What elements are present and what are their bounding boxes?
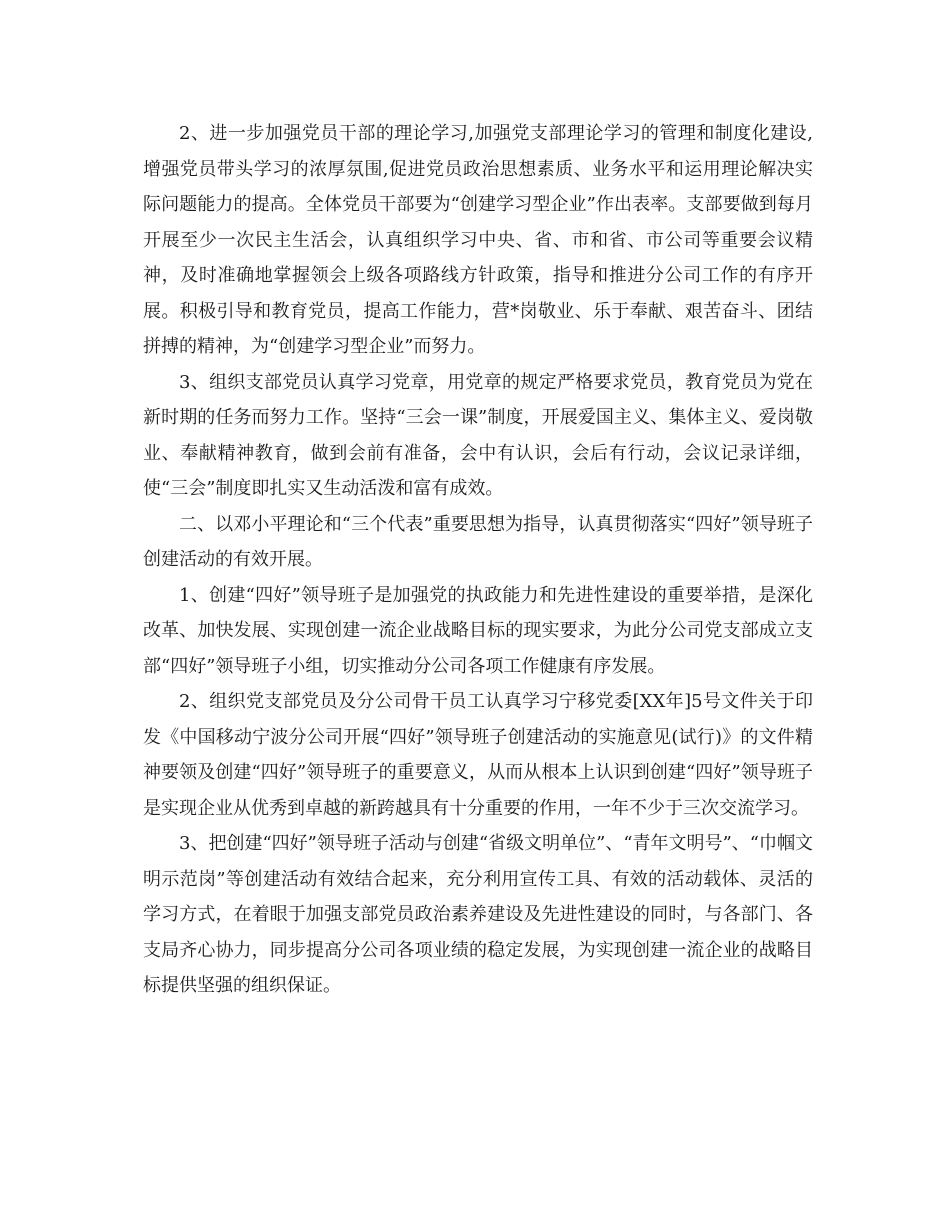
paragraph-party-constitution: 3、组织支部党员认真学习党章，用党章的规定严格要求党员，教育党员为党在新时期的任务而努力工作。坚持“三会一课”制度，开展爱国主义、集体主义、爱岗敬业、奉献精神教育，做到会前有准备，会中有认识，会后有行动，会议记录详细，使“三会”制度即扎实又生动活泼和富有成效。 xyxy=(143,371,813,499)
paragraph-document-study: 2、组织党支部党员及分公司骨干员工认真学习宁移党委[XX年]5号文件关于印发《中国移动宁波分公司开展“四好”领导班子创建活动的实施意见(试行)》的文件精神要领及创建“四好”领导班子的重要意义，从而从根本上认识到创建“四好”领导班子是实现企业从优秀到卓越的新跨越具有十分重要的作用，一年不少于三次交流学习。 xyxy=(143,691,813,819)
paragraph-four-good-leadership: 1、创建“四好”领导班子是加强党的执政能力和先进性建设的重要举措，是深化改革、加快发展、实现创建一流企业战略目标的现实要求，为此分公司党支部成立支部“四好”领导班子小组，切实推动分公司各项工作健康有序发展。 xyxy=(143,584,813,677)
paragraph-theory-study: 2、进一步加强党员干部的理论学习,加强党支部理论学习的管理和制度化建设,增强党员带头学习的浓厚氛围,促进党员政治思想素质、业务水平和运用理论解决实际问题能力的提高。全体党员干部要为“创建学习型企业”作出表率。支部要做到每月开展至少一次民主生活会，认真组织学习中央、省、市和省、市公司等重要会议精神，及时准确地掌握领会上级各项路线方针政策，指导和推进分公司工作的有序开展。积极引导和教育党员，提高工作能力，营*岗敬业、乐于奉献、艰苦奋斗、团结拼搏的精神，为“创建学习型企业”而努力。 xyxy=(143,123,813,357)
paragraph-combined-activities: 3、把创建“四好”领导班子活动与创建“省级文明单位”、“青年文明号”、“巾帼文明示范岗”等创建活动有效结合起来，充分利用宣传工具、有效的活动载体、灵活的学习方式，在着眼于加强支部党员政治素养建设及先进性建设的同时，与各部门、各支局齐心协力，同步提高分公司各项业绩的稳定发展，为实现创建一流企业的战略目标提供坚强的组织保证。 xyxy=(143,833,813,996)
paragraph-section-heading: 二、以邓小平理论和“三个代表”重要思想为指导，认真贯彻落实“四好”领导班子创建活动的有效开展。 xyxy=(143,513,813,570)
document-body xyxy=(143,116,813,1004)
